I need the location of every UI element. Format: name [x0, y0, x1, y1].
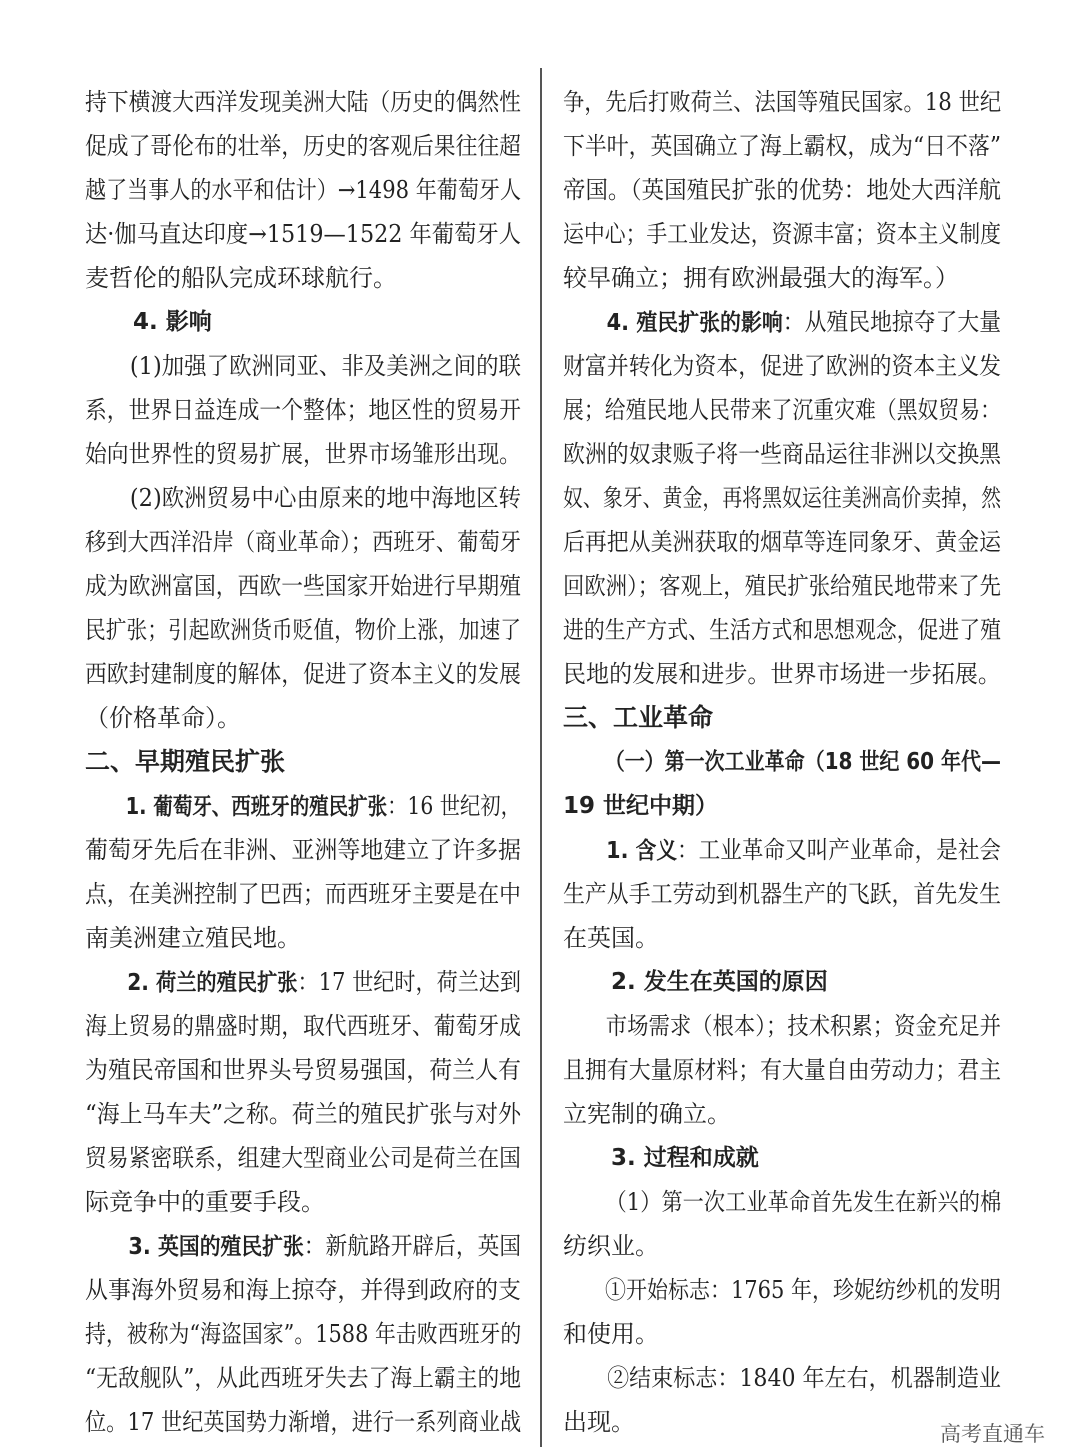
- text-line: [85, 432, 521, 476]
- line-text: 三、工业革命: [563, 703, 714, 732]
- line-text: (2)欧洲贸易中心由原来的地中海地区转: [129, 484, 521, 512]
- line-text: 民地的发展和进步。世界市场进一步拓展。: [563, 660, 1001, 688]
- line-text: ：16 世纪初，: [387, 792, 522, 820]
- line-text: 点，在美洲控制了巴西；而西班牙主要是在中: [85, 880, 521, 908]
- line-text: 移到大西洋沿岸（商业革命）；西班牙、葡萄牙: [85, 528, 522, 556]
- text-line: [563, 1356, 1001, 1400]
- text-line: [563, 1268, 1001, 1312]
- watermark: 高考直通车: [940, 1422, 1045, 1446]
- line-text: 持，被称为“海盗国家”。1588 年击败西班牙的: [85, 1320, 522, 1348]
- text-line: [563, 1092, 731, 1136]
- line-text: 后再把从美洲获取的烟草等连同象牙、黄金运: [563, 528, 1001, 556]
- text-line: [563, 1312, 659, 1356]
- left-column: [85, 80, 521, 1444]
- line-text: 展；给殖民地人民带来了沉重灾难（黑奴贸易：: [563, 396, 1001, 424]
- line-text: 出现。: [563, 1408, 635, 1436]
- line-text: 2. 发生在英国的原因: [611, 969, 828, 995]
- line-text: 二、早期殖民扩张: [85, 747, 286, 776]
- line-text: ：17 世纪时，荷兰达到: [297, 968, 521, 996]
- line-text: 纺织业。: [563, 1232, 659, 1260]
- text-line: [85, 1004, 521, 1048]
- text-line: [563, 784, 718, 828]
- line-text: 立宪制的确立。: [563, 1100, 731, 1128]
- line-text: 达·伽马直达印度→1519—1522 年葡萄牙人: [85, 220, 522, 248]
- text-line: [85, 1180, 325, 1224]
- text-line: [85, 256, 397, 300]
- text-line: [85, 476, 521, 520]
- line-text: 越了当事人的水平和估计）→1498 年葡萄牙人: [85, 176, 522, 204]
- line-text: 成为欧洲富国，西欧一些国家开始进行早期殖: [85, 572, 521, 600]
- text-line: [85, 1224, 521, 1268]
- line-text: 较早确立；拥有欧洲最强大的海军。）: [563, 264, 959, 292]
- line-text: 市场需求（根本）；技术积累；资金充足并: [605, 1012, 1001, 1040]
- text-line: [85, 1400, 521, 1444]
- text-line: [563, 476, 1001, 520]
- line-text: 麦哲伦的船队完成环球航行。: [85, 264, 397, 292]
- line-text: 进的生产方式、生活方式和思想观念，促进了殖: [563, 616, 1001, 644]
- text-line: [563, 1224, 659, 1268]
- text-line: [85, 80, 521, 124]
- text-line: [85, 124, 521, 168]
- text-line: [563, 1180, 1001, 1224]
- text-line: [85, 960, 521, 1004]
- column-divider: [540, 68, 542, 1447]
- text-line: [85, 1268, 521, 1312]
- text-line: [563, 344, 1001, 388]
- text-line: [563, 388, 1001, 432]
- line-text: 运中心；手工业发达，资源丰富；资本主义制度: [563, 220, 1001, 248]
- section-heading: [563, 696, 713, 740]
- line-text: 西欧封建制度的解体，促进了资本主义的发展: [85, 660, 521, 688]
- text-line: [85, 168, 521, 212]
- line-text: 在英国。: [563, 924, 659, 952]
- text-line: [85, 828, 521, 872]
- text-line: [563, 916, 659, 960]
- line-text: （1）第一次工业革命首先发生在新兴的棉: [605, 1188, 1002, 1216]
- line-text: 争，先后打败荷兰、法国等殖民国家。18 世纪: [563, 88, 1002, 116]
- text-line: [85, 784, 521, 828]
- text-line: [85, 1312, 521, 1356]
- line-text: 始向世界性的贸易扩展，世界市场雏形出现。: [85, 440, 521, 468]
- line-text: ：从殖民地掠夺了大量: [782, 308, 1002, 336]
- line-text: ：工业革命又叫产业革命，是社会: [677, 836, 1002, 864]
- text-line: [563, 1400, 635, 1444]
- text-line: [85, 652, 521, 696]
- text-line: [563, 960, 828, 1004]
- text-line: [85, 608, 521, 652]
- text-line: [85, 564, 521, 608]
- line-text: 19 世纪中期）: [563, 793, 719, 819]
- text-line: [563, 1136, 759, 1180]
- section-heading: [85, 740, 285, 784]
- line-text: ：新航路开辟后，英国: [303, 1232, 522, 1260]
- text-line: [85, 1136, 521, 1180]
- line-text: 促成了哥伦布的壮举，历史的客观后果往往超: [85, 132, 521, 160]
- line-text: 帝国。（英国殖民扩张的优势：地处大西洋航: [563, 176, 1002, 204]
- line-text: 欧洲的奴隶贩子将一些商品运往非洲以交换黑: [563, 440, 1001, 468]
- line-text: ②结束标志：1840 年左右，机器制造业: [607, 1364, 1001, 1392]
- line-text: 海上贸易的鼎盛时期，取代西班牙、葡萄牙成: [85, 1012, 521, 1040]
- line-text: 民扩张；引起欧洲货币贬值，物价上涨，加速了: [85, 616, 522, 644]
- text-line: [85, 916, 301, 960]
- text-line: [563, 564, 1001, 608]
- line-text: 贸易紧密联系，组建大型商业公司是荷兰在国: [85, 1144, 521, 1172]
- text-line: [85, 696, 241, 740]
- text-line: [85, 1356, 521, 1400]
- line-text: 为殖民帝国和世界头号贸易强国，荷兰人有: [85, 1056, 521, 1084]
- text-line: [563, 300, 1001, 344]
- line-text: 且拥有大量原材料；有大量自由劳动力；君主: [563, 1056, 1001, 1084]
- line-text: 位。17 世纪英国势力渐增，进行一系列商业战: [85, 1408, 522, 1436]
- bold-lead: 2. 荷兰的殖民扩张: [127, 970, 298, 996]
- line-text: 财富并转化为资本，促进了欧洲的资本主义发: [563, 352, 1001, 380]
- text-line: [563, 432, 1001, 476]
- text-line: [563, 1004, 1001, 1048]
- text-line: [563, 1048, 1001, 1092]
- line-text: 3. 过程和成就: [611, 1145, 759, 1171]
- bold-lead: 1. 含义: [606, 838, 678, 864]
- text-line: [85, 872, 521, 916]
- bold-lead: 1. 葡萄牙、西班牙的殖民扩张: [125, 794, 388, 820]
- right-column: [563, 80, 1001, 1444]
- bold-lead: 3. 英国的殖民扩张: [128, 1234, 304, 1260]
- line-text: 生产从手工劳动到机器生产的飞跃，首先发生: [563, 880, 1001, 908]
- line-text: “海上马车夫”之称。荷兰的殖民扩张与对外: [85, 1100, 521, 1128]
- text-line: [85, 520, 521, 564]
- text-line: [563, 608, 1001, 652]
- line-text: 下半叶，英国确立了海上霸权，成为“日不落”: [563, 132, 1001, 160]
- line-text: (1)加强了欧洲同亚、非及美洲之间的联: [129, 352, 521, 380]
- line-text: （一）第一次工业革命（18 世纪 60 年代—: [604, 749, 1002, 775]
- line-text: “无敌舰队”，从此西班牙失去了海上霸主的地: [85, 1364, 521, 1392]
- text-line: [563, 652, 1001, 696]
- text-line: [563, 80, 1001, 124]
- text-line: [85, 1092, 521, 1136]
- text-line: [563, 124, 1001, 168]
- text-line: [85, 1048, 521, 1092]
- text-line: [563, 212, 1001, 256]
- text-line: [563, 828, 1001, 872]
- line-text: ①开始标志：1765 年，珍妮纺纱机的发明: [604, 1276, 1002, 1304]
- line-text: 从事海外贸易和海上掠夺，并得到政府的支: [85, 1276, 521, 1304]
- text-line: [563, 520, 1001, 564]
- text-line: [85, 344, 521, 388]
- line-text: 葡萄牙先后在非洲、亚洲等地建立了许多据: [85, 836, 521, 864]
- line-text: 系，世界日益连成一个整体；地区性的贸易开: [85, 396, 521, 424]
- line-text: （价格革命）。: [85, 704, 241, 732]
- bold-lead: 4. 殖民扩张的影响: [606, 310, 783, 336]
- line-text: 和使用。: [563, 1320, 659, 1348]
- line-text: 4. 影响: [133, 309, 212, 335]
- line-text: 奴、象牙、黄金，再将黑奴运往美洲高价卖掉，然: [563, 484, 1001, 512]
- line-text: 持下横渡大西洋发现美洲大陆（历史的偶然性: [85, 88, 521, 116]
- text-line: [563, 168, 1001, 212]
- text-line: [563, 256, 959, 300]
- line-text: 际竞争中的重要手段。: [85, 1188, 325, 1216]
- text-line: [563, 872, 1001, 916]
- text-line: [85, 388, 521, 432]
- text-line: [85, 300, 212, 344]
- line-text: 南美洲建立殖民地。: [85, 924, 301, 952]
- text-line: [563, 740, 1001, 784]
- line-text: 回欧洲）；客观上，殖民扩张给殖民地带来了先: [563, 572, 1001, 600]
- text-line: [85, 212, 521, 256]
